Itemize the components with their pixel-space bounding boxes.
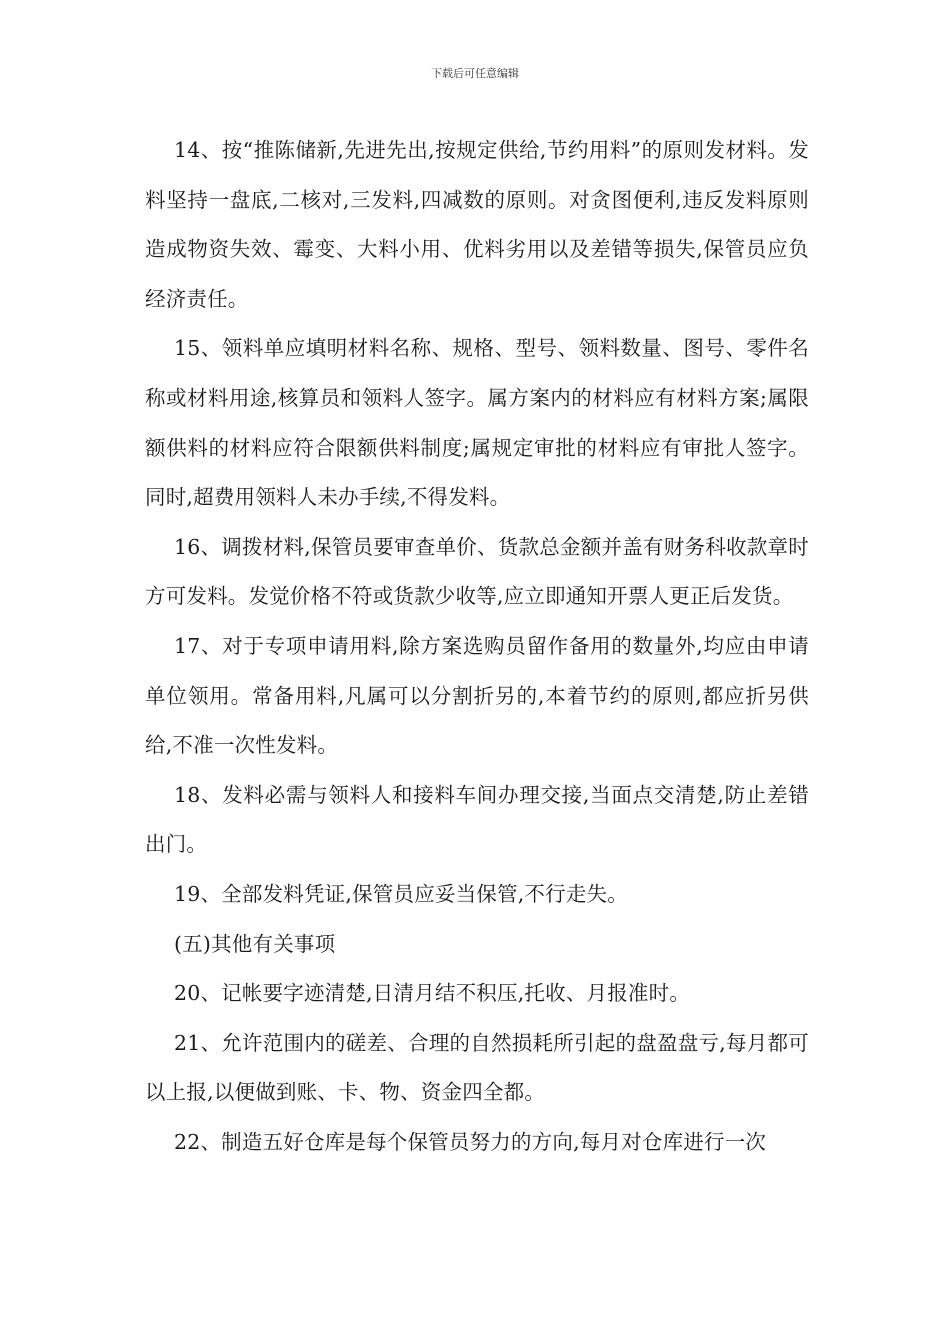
paragraph-21: 21、允许范围内的磋差、合理的自然损耗所引起的盘盈盘亏,每月都可以上报,以便做到账、卡、物、资金四全都。 (145, 1030, 809, 1105)
paragraph-14: 14、按“推陈储新,先进先出,按规定供给,节约用料”的原则发材料。发料坚持一盘底,二核对,三发料,四减数的原则。对贪图便利,违反发料原则造成物资失效、霉变、大料小用、优料劣用以及差错等损失,保管员应负经济责任。 (145, 138, 809, 311)
document-body (145, 126, 809, 1167)
page-header: 下载后可任意编辑 (431, 67, 519, 80)
paragraph-20: 20、记帐要字迹清楚,日清月结不积压,托收、月报准时。 (174, 981, 691, 1006)
section-heading-other-matters: (五)其他有关事项 (174, 931, 336, 956)
paragraph-22: 22、制造五好仓库是每个保管员努力的方向,每月对仓库进行一次 (174, 1129, 767, 1154)
paragraph-19: 19、全部发料凭证,保管员应妥当保管,不行走失。 (174, 881, 628, 906)
paragraph-16: 16、调拨材料,保管员要审查单价、货款总金额并盖有财务科收款章时方可发料。发觉价格不符或货款少收等,应立即通知开票人更正后发货。 (145, 534, 809, 609)
paragraph-15: 15、领料单应填明材料名称、规格、型号、领料数量、图号、零件名称或材料用途,核算员和领料人签字。属方案内的材料应有材料方案;属限额供料的材料应符合限额供料制度;属规定审批的材料应有审批人签字。同时,超费用领料人未办手续,不得发料。 (145, 336, 809, 510)
paragraph-17: 17、对于专项申请用料,除方案选购员留作备用的数量外,均应由申请单位领用。常备用料,凡属可以分割折另的,本着节约的原则,都应折另供给,不准一次性发料。 (145, 633, 809, 758)
paragraph-18: 18、发料必需与领料人和接料车间办理交接,当面点交清楚,防止差错出门。 (145, 782, 809, 857)
